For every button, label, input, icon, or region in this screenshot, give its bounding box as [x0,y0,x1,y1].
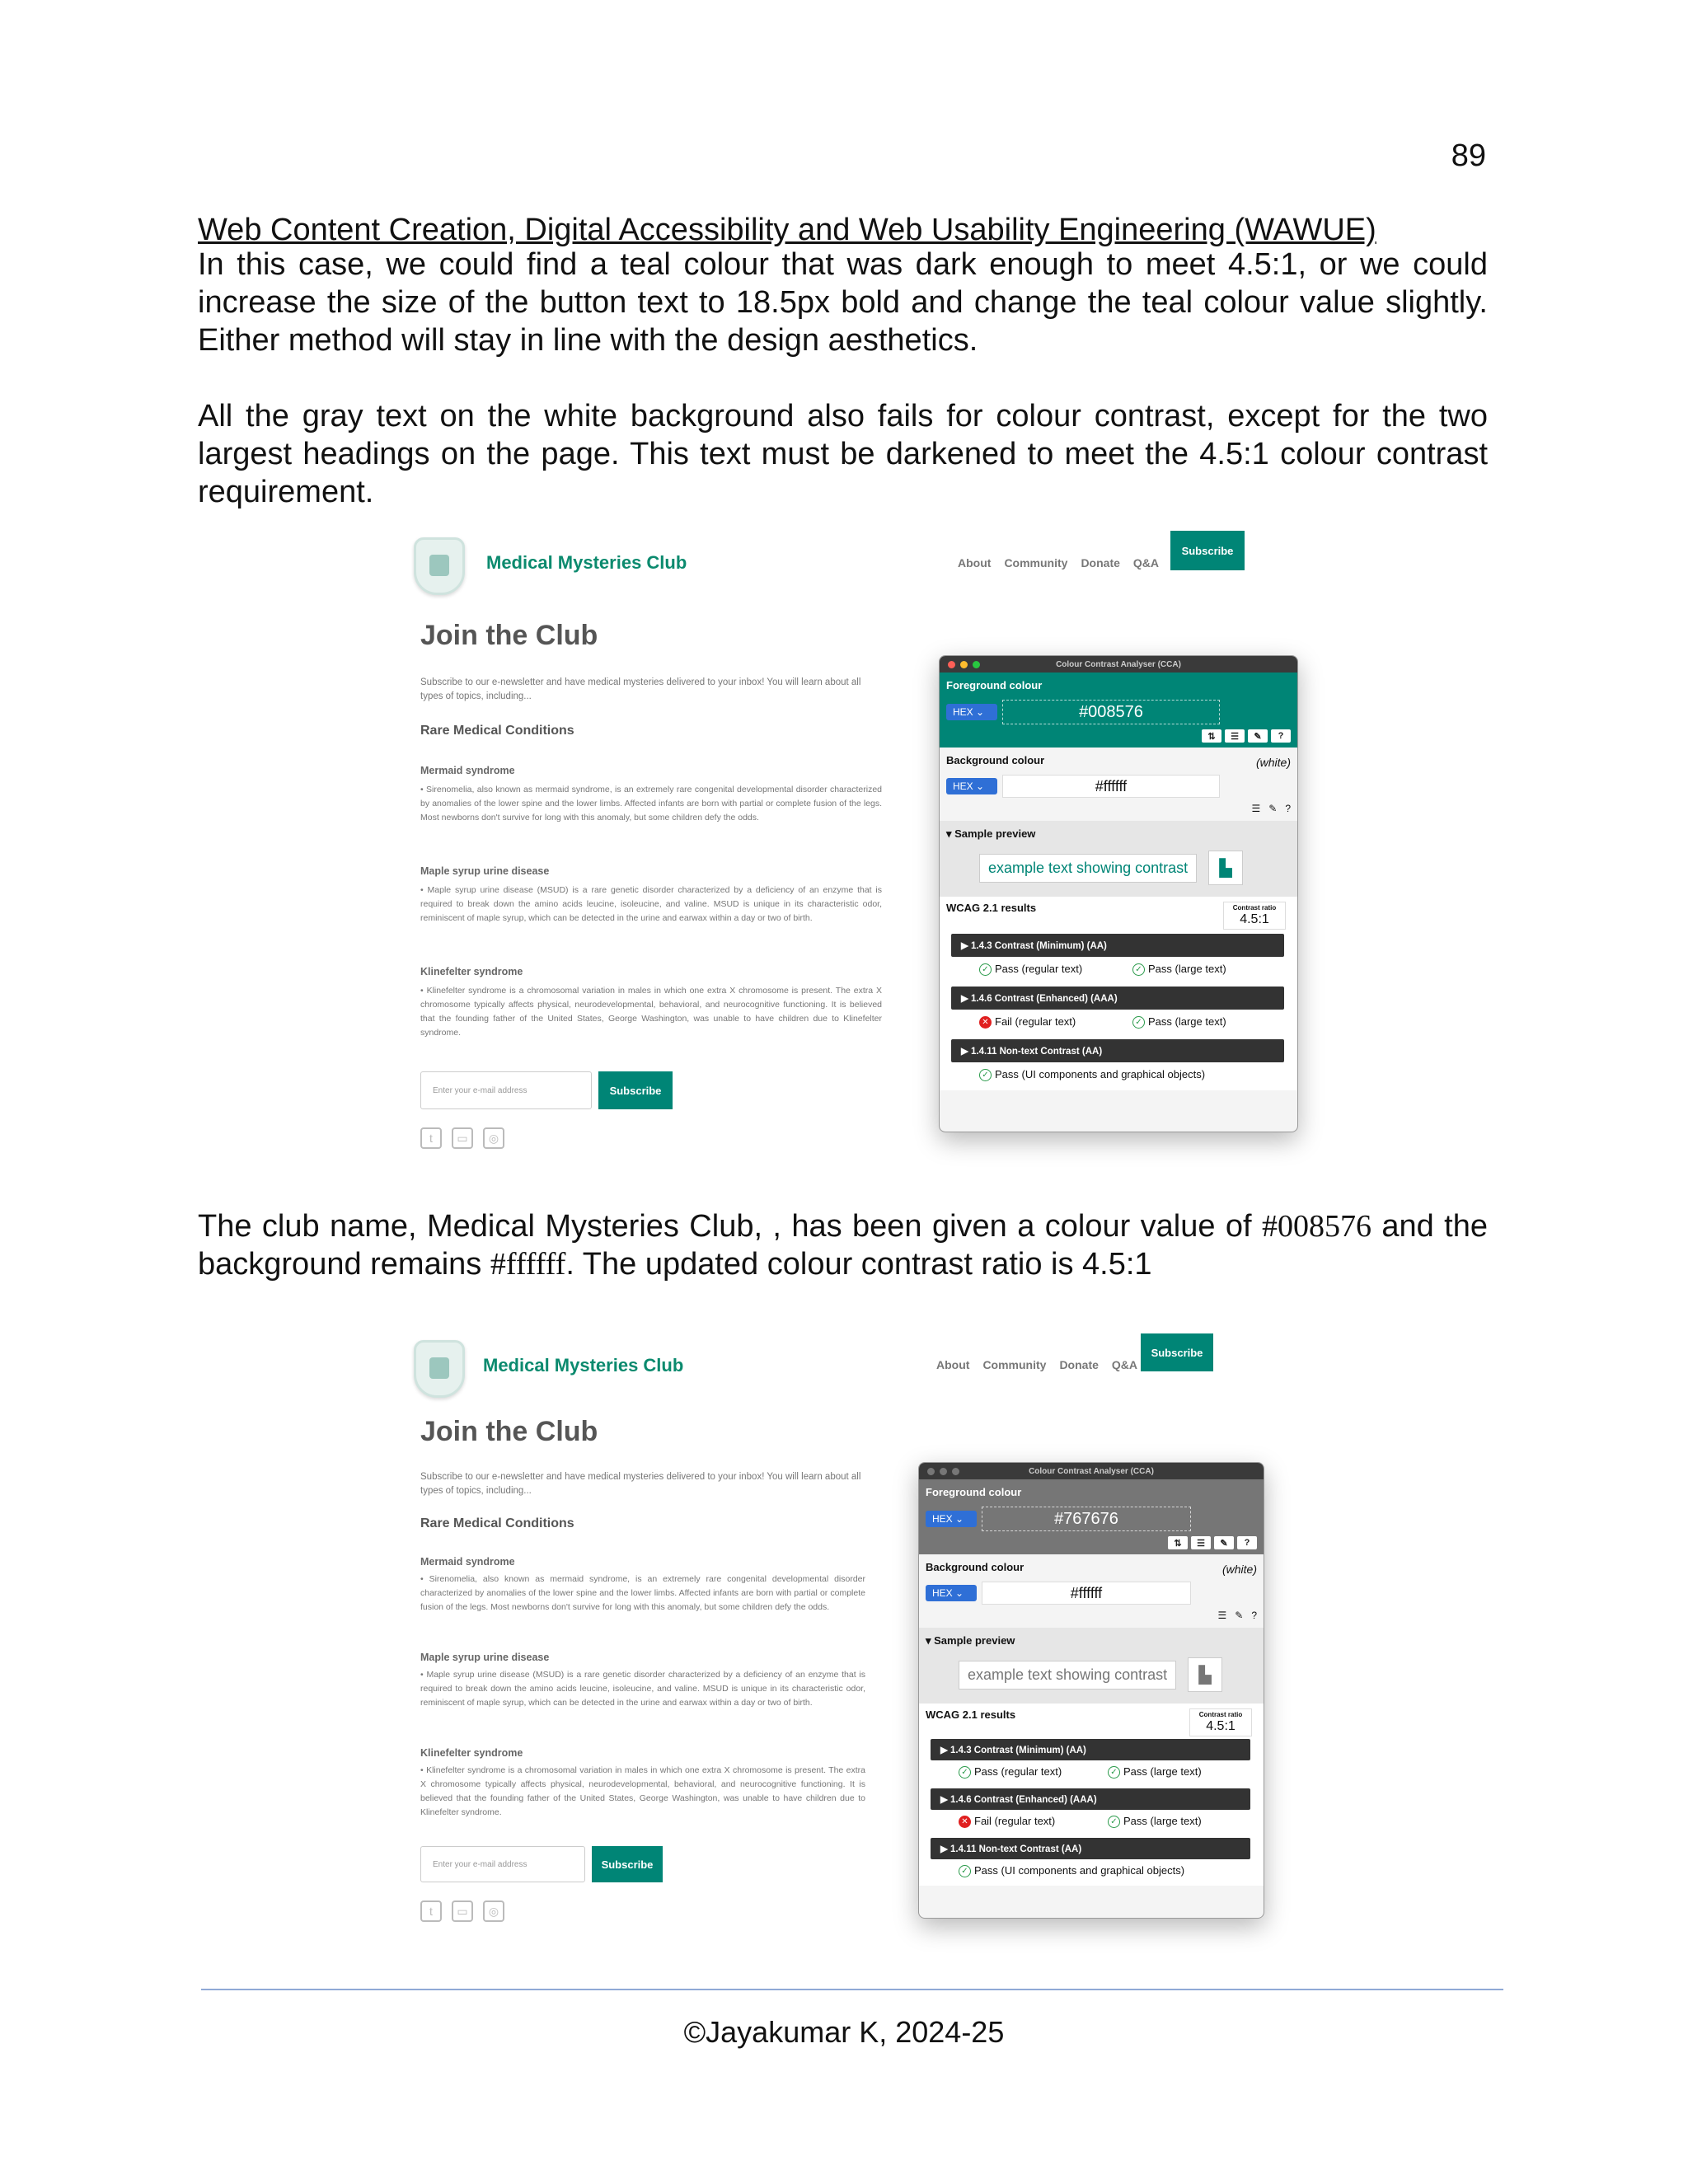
nav-about[interactable]: About [936,1358,970,1371]
eyedropper-icon[interactable]: ✎ [1248,729,1268,743]
course-title: Web Content Creation, Digital Accessibility and Web Usability Engineering (WAWUE) [198,213,1376,247]
condition-heading: Maple syrup urine disease [420,1652,550,1663]
eyedropper-icon[interactable]: ✎ [1235,1610,1244,1621]
format-select[interactable]: HEX ⌄ [926,1585,977,1601]
eyedropper-icon[interactable]: ✎ [1214,1536,1234,1549]
para3-part3: . The updated colour contrast ratio is 4.5:1 [565,1247,1152,1282]
nav-about[interactable]: About [958,556,992,569]
wcag-results [940,897,1297,1090]
minimize-dot-icon[interactable] [940,1468,947,1475]
nav-donate[interactable]: Donate [1059,1358,1099,1371]
background-label: Background colour [926,1561,1025,1573]
condition-text: • Sirenomelia, also known as mermaid syndrome, is an extremely rare congenital developmental disorder characterized by anomalies of the lower spine and the lower limbs. Affected infants are born with partial or complete fusion of the legs. Most newborns don't survive for long with this anomaly, but some children defy the odds. [420,785,882,823]
club-logo-icon [414,537,465,595]
condition-heading: Mermaid syndrome [420,1556,515,1568]
page-number: 89 [1451,138,1486,173]
footer-divider [201,1989,1503,1990]
cca-title: Colour Contrast Analyser (CCA) [1029,1466,1154,1476]
pass-ui-status: ✓ Pass (UI components and graphical objects) [959,1864,1184,1877]
para3-part1: The club name, Medical Mysteries Club, , has been given a colour value of [198,1209,1262,1244]
email-field[interactable]: Enter your e-mail address [420,1071,592,1109]
page-title: Join the Club [420,1416,598,1447]
pass-large-status: ✓ Pass (large text) [1108,1815,1257,1828]
header-subscribe-button[interactable]: Subscribe [1170,531,1245,570]
results-heading: WCAG 2.1 results [926,1708,1016,1721]
condition-heading: Maple syrup urine disease [420,865,550,877]
pass-large-status: ✓ Pass (large text) [1132,1015,1286,1029]
twitter-icon[interactable]: t [420,1900,442,1922]
screenshot-2 [404,1330,1294,1940]
social-links [420,1127,504,1149]
criterion-146[interactable]: ▶ 1.4.6 Contrast (Enhanced) (AAA) [951,987,1284,1010]
help-icon[interactable]: ? [1285,803,1291,814]
nav-qa[interactable]: Q&A [1111,1358,1138,1371]
pass-ui-status: ✓ Pass (UI components and graphical objects) [979,1068,1205,1081]
criterion-1411[interactable]: ▶ 1.4.11 Non-text Contrast (AA) [951,1039,1284,1062]
page-title: Join the Club [420,620,598,651]
paragraph-2: All the gray text on the white background also fails for colour contrast, except for the two largest headings on the page. This text must be darkened to meet the 4.5:1 colour contrast requirement. [198,399,1488,509]
condition-text: • Sirenomelia, also known as mermaid syndrome, is an extremely rare congenital developmental disorder characterized by anomalies of the lower spine and the lower limbs. Affected infants are born with partial or complete fusion of the legs. Most newborns don't survive for long with this anomaly, but some children defy the odds. [420,1574,865,1612]
pass-large-status: ✓ Pass (large text) [1108,1765,1257,1779]
format-select[interactable]: HEX ⌄ [946,778,997,794]
social-links [420,1900,504,1922]
criterion-143[interactable]: ▶ 1.4.3 Contrast (Minimum) (AA) [951,934,1284,957]
chart-icon[interactable]: ▙ [1188,1657,1222,1692]
chart-icon[interactable]: ▙ [1208,851,1243,885]
pass-regular-status: ✓ Pass (regular text) [959,1765,1108,1779]
background-hex-input[interactable]: #ffffff [1002,775,1220,798]
foreground-tools [926,1536,1257,1549]
format-select[interactable]: HEX ⌄ [926,1511,977,1527]
footer-copyright: ©Jayakumar K, 2024-25 [683,2015,1005,2049]
nav-donate[interactable]: Donate [1081,556,1120,569]
foreground-hex-input[interactable]: #767676 [982,1507,1191,1531]
cca-title: Colour Contrast Analyser (CCA) [1056,659,1181,669]
zoom-dot-icon[interactable] [973,661,980,668]
background-panel [919,1554,1264,1628]
section-heading: Rare Medical Conditions [420,1516,574,1530]
header-subscribe-button[interactable]: Subscribe [1141,1333,1213,1371]
screenshot-1 [404,527,1302,1154]
sliders-icon[interactable]: ☰ [1217,1610,1227,1621]
brand-name: Medical Mysteries Club [483,1355,684,1376]
close-dot-icon[interactable] [927,1468,935,1475]
email-field[interactable]: Enter your e-mail address [420,1846,585,1882]
foreground-tools [946,729,1291,743]
para3-part2: and the background remains [198,1209,1488,1282]
zoom-dot-icon[interactable] [952,1468,959,1475]
sample-text: example text showing contrast [979,854,1197,883]
para3-value1: #008576 [1261,1209,1372,1244]
form-subscribe-button[interactable]: Subscribe [592,1846,663,1882]
club-logo-icon [414,1340,465,1398]
intro-text: Subscribe to our e-newsletter and have medical mysteries delivered to your inbox! You will learn about all types of topics, including... [420,677,861,701]
condition-text: • Maple syrup urine disease (MSUD) is a rare genetic disorder characterized by a deficiency of an enzyme that is required to break down the amino acids leucine, isoleucine, and valine. MSUD is unique in its characteristic odor, reminiscent of maple syrup, which can be detected in the urine and earwax within a day or two of birth. [420,885,883,923]
twitter-icon[interactable]: t [420,1127,442,1149]
paragraph-1: In this case, we could find a teal colour that was dark enough to meet 4.5:1, or we could increase the size of the button text to 18.5px bold and change the teal colour value slightly. Either method will stay in line with the design aesthetics. [198,247,1488,358]
condition-text: • Klinefelter syndrome is a chromosomal variation in males in which one extra X chromosome is present. The extra X chromosome typically affects physical, neurodevelopmental, behavioral, and neurocognitive functioning. It is believed that the founding father of the United States, George Washington, was unable to have children due to Klinefelter syndrome. [420,1765,865,1817]
background-panel [940,748,1297,821]
foreground-label: Foreground colour [946,679,1043,691]
sample-heading[interactable]: ▾ Sample preview [926,1634,1015,1647]
nav-community[interactable]: Community [1004,556,1068,569]
foreground-hex-input[interactable]: #008576 [1002,700,1220,724]
sample-heading[interactable]: ▾ Sample preview [946,827,1036,840]
contrast-ratio: Contrast ratio 4.5:1 [1189,1708,1252,1736]
site-nav [936,1358,1137,1371]
swap-icon[interactable]: ⇅ [1168,1536,1188,1549]
format-select[interactable]: HEX ⌄ [946,704,997,720]
paragraph-3 [198,1207,1488,1283]
help-icon[interactable]: ? [1251,1610,1257,1621]
condition-heading: Mermaid syndrome [420,765,515,776]
form-subscribe-button[interactable]: Subscribe [598,1071,673,1109]
section-heading: Rare Medical Conditions [420,724,574,738]
nav-qa[interactable]: Q&A [1132,556,1160,569]
sample-text: example text showing contrast [959,1661,1176,1690]
cca-titlebar [940,656,1297,673]
condition-text: • Klinefelter syndrome is a chromosomal variation in males in which one extra X chromosome is present. The extra X chromosome typically affects physical, neurodevelopmental, behavioral, and neurocognitive functioning. It is believed that the founding father of the United States, George Washington, was unable to have children due to Klinefelter syndrome. [420,986,883,1038]
intro-text: Subscribe to our e-newsletter and have medical mysteries delivered to your inbox! You will learn about all types of topics, including... [420,1472,861,1496]
brand-name: Medical Mysteries Club [486,552,687,573]
sliders-icon[interactable]: ☰ [1225,729,1245,743]
results-heading: WCAG 2.1 results [946,902,1037,914]
background-note: (white) [1221,1563,1257,1576]
fail-regular-status: ✕ Fail (regular text) [979,1015,1132,1029]
condition-text: • Maple syrup urine disease (MSUD) is a rare genetic disorder characterized by a deficiency of an enzyme that is required to break down the amino acids leucine, isoleucine, and valine. MSUD is unique in its characteristic odor, reminiscent of maple syrup, which can be detected in the urine and earwax within a day or two of birth. [420,1670,865,1708]
close-dot-icon[interactable] [948,661,955,668]
cca-window [918,1462,1264,1919]
criterion-1411[interactable]: ▶ 1.4.11 Non-text Contrast (AA) [931,1838,1250,1859]
wcag-results [919,1704,1264,1886]
sample-preview [919,1628,1264,1704]
pass-regular-status: ✓ Pass (regular text) [979,963,1132,976]
foreground-label: Foreground colour [926,1486,1022,1498]
contrast-ratio: Contrast ratio 4.5:1 [1223,902,1286,930]
eyedropper-icon[interactable]: ✎ [1268,803,1278,814]
condition-heading: Klinefelter syndrome [420,1747,523,1759]
sample-preview [940,821,1297,897]
twitch-icon[interactable]: ▭ [452,1127,473,1149]
minimize-dot-icon[interactable] [960,661,968,668]
sliders-icon[interactable]: ☰ [1251,803,1261,814]
instagram-icon[interactable]: ◎ [483,1127,504,1149]
cca-titlebar [919,1463,1264,1479]
criterion-146[interactable]: ▶ 1.4.6 Contrast (Enhanced) (AAA) [931,1788,1250,1810]
foreground-panel [919,1479,1264,1554]
site-nav [958,556,1159,569]
sliders-icon[interactable]: ☰ [1191,1536,1211,1549]
condition-heading: Klinefelter syndrome [420,966,523,977]
background-note: (white) [1255,756,1291,769]
background-label: Background colour [946,754,1045,766]
background-hex-input[interactable]: #ffffff [982,1582,1191,1605]
instagram-icon[interactable]: ◎ [483,1900,504,1922]
foreground-panel [940,673,1297,748]
nav-community[interactable]: Community [982,1358,1047,1371]
twitch-icon[interactable]: ▭ [452,1900,473,1922]
swap-icon[interactable]: ⇅ [1202,729,1221,743]
criterion-143[interactable]: ▶ 1.4.3 Contrast (Minimum) (AA) [931,1739,1250,1760]
help-icon[interactable]: ? [1237,1536,1257,1549]
para3-value2: #ffffff [490,1247,566,1282]
fail-regular-status: ✕ Fail (regular text) [959,1815,1108,1828]
cca-window [939,655,1298,1132]
help-icon[interactable]: ? [1271,729,1291,743]
pass-large-status: ✓ Pass (large text) [1132,963,1286,976]
